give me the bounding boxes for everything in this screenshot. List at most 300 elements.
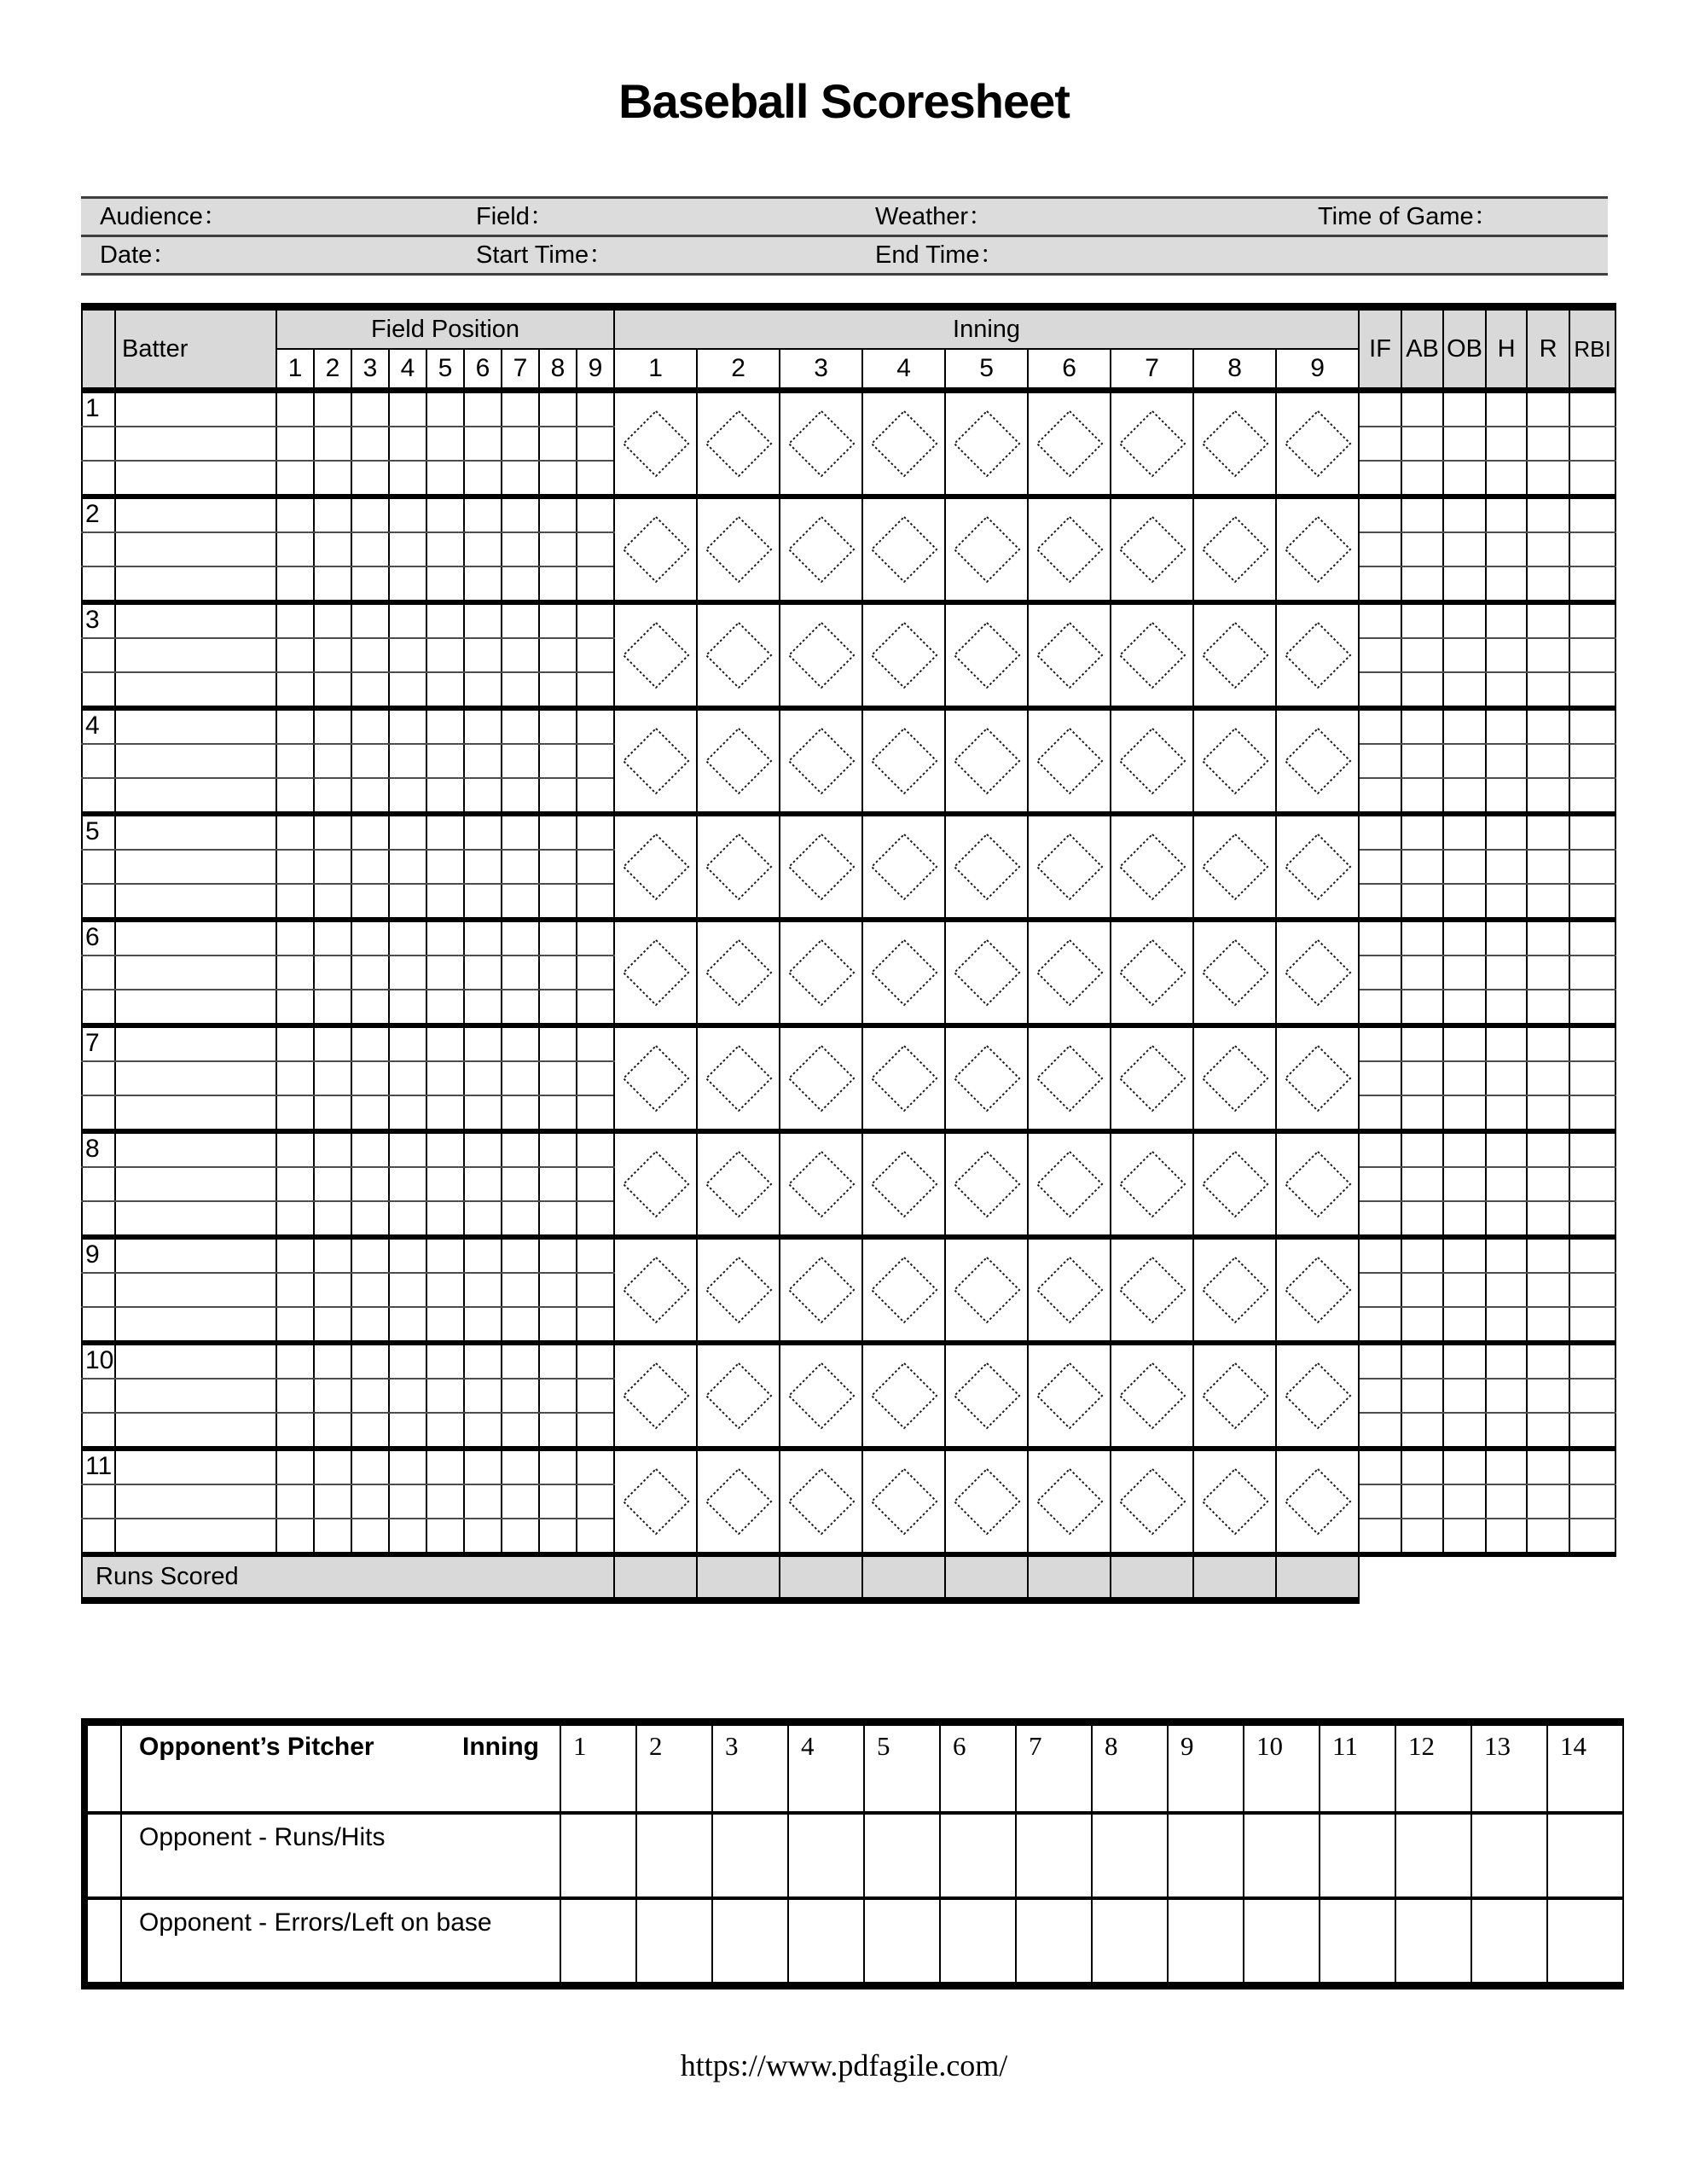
stat-cell[interactable] [1443,427,1486,461]
field-position-cell[interactable] [426,1201,464,1237]
field-position-cell[interactable] [426,1025,464,1061]
field-position-cell[interactable] [276,1273,314,1307]
field-position-cell[interactable] [351,566,389,602]
field-position-cell[interactable] [314,427,351,461]
field-position-cell[interactable] [276,708,314,744]
field-position-cell[interactable] [502,1201,539,1237]
field-position-cell[interactable] [351,884,389,920]
stat-cell[interactable] [1569,884,1615,920]
field-position-cell[interactable] [464,497,502,532]
field-position-cell[interactable] [351,1343,389,1379]
field-position-cell[interactable] [426,850,464,884]
stat-cell[interactable] [1359,427,1401,461]
inning-scoring-cell[interactable] [945,1449,1028,1554]
stat-cell[interactable] [1401,1025,1443,1061]
batter-name-cell[interactable] [115,1307,276,1343]
field-position-cell[interactable] [577,1201,614,1237]
inning-scoring-cell[interactable] [862,920,945,1025]
field-position-cell[interactable] [276,884,314,920]
info-row-2[interactable] [81,237,1608,276]
info-row-1[interactable] [81,199,1608,237]
stat-cell[interactable] [1359,1484,1401,1519]
stat-cell[interactable] [1401,1413,1443,1449]
field-position-cell[interactable] [539,1273,577,1307]
stat-cell[interactable] [1569,1484,1615,1519]
field-position-cell[interactable] [426,566,464,602]
inning-scoring-cell[interactable] [697,1131,780,1237]
field-position-cell[interactable] [539,1237,577,1273]
stat-cell[interactable] [1486,1413,1527,1449]
inning-scoring-cell[interactable] [1193,814,1276,920]
batter-name-cell[interactable] [115,672,276,708]
stat-cell[interactable] [1527,778,1569,814]
inning-scoring-cell[interactable] [1111,708,1193,814]
opponent-data-cell[interactable] [560,1813,636,1898]
field-position-cell[interactable] [502,1307,539,1343]
field-position-cell[interactable] [314,497,351,532]
field-position-cell[interactable] [577,1307,614,1343]
stat-cell[interactable] [1359,672,1401,708]
field-position-cell[interactable] [276,1343,314,1379]
stat-cell[interactable] [1527,814,1569,850]
stat-cell[interactable] [1443,1131,1486,1167]
batter-name-cell[interactable] [115,1095,276,1131]
stat-cell[interactable] [1569,1307,1615,1343]
stat-cell[interactable] [1443,638,1486,672]
stat-cell[interactable] [1569,1025,1615,1061]
stat-cell[interactable] [1359,1307,1401,1343]
field-position-cell[interactable] [389,850,426,884]
stat-cell[interactable] [1443,497,1486,532]
stat-cell[interactable] [1359,778,1401,814]
inning-scoring-cell[interactable] [1276,814,1359,920]
inning-scoring-cell[interactable] [697,1449,780,1554]
stat-cell[interactable] [1443,391,1486,427]
opponent-data-cell[interactable] [712,1813,788,1898]
stat-cell[interactable] [1527,1343,1569,1379]
inning-scoring-cell[interactable] [1111,1449,1193,1554]
inning-scoring-cell[interactable] [1276,391,1359,497]
field-position-cell[interactable] [539,708,577,744]
stat-cell[interactable] [1569,1413,1615,1449]
field-position-cell[interactable] [426,1379,464,1413]
field-position-cell[interactable] [389,1413,426,1449]
stat-cell[interactable] [1359,638,1401,672]
inning-scoring-cell[interactable] [697,497,780,602]
batter-name-cell[interactable] [115,566,276,602]
stat-cell[interactable] [1527,1449,1569,1484]
field-position-cell[interactable] [389,744,426,778]
field-position-cell[interactable] [276,1201,314,1237]
field-position-cell[interactable] [389,1061,426,1095]
stat-cell[interactable] [1401,497,1443,532]
stat-cell[interactable] [1486,708,1527,744]
stat-cell[interactable] [1527,497,1569,532]
field-position-cell[interactable] [276,814,314,850]
inning-scoring-cell[interactable] [1276,1237,1359,1343]
field-position-cell[interactable] [502,497,539,532]
stat-cell[interactable] [1569,708,1615,744]
opponent-data-cell[interactable] [1471,1813,1547,1898]
field-position-cell[interactable] [464,1095,502,1131]
field-position-cell[interactable] [351,1061,389,1095]
inning-scoring-cell[interactable] [862,391,945,497]
stat-cell[interactable] [1527,532,1569,566]
stat-cell[interactable] [1486,1167,1527,1201]
field-position-cell[interactable] [351,814,389,850]
field-position-cell[interactable] [276,778,314,814]
field-position-cell[interactable] [276,638,314,672]
inning-scoring-cell[interactable] [1111,1025,1193,1131]
inning-scoring-cell[interactable] [862,602,945,708]
field-position-cell[interactable] [502,956,539,990]
stat-cell[interactable] [1443,1519,1486,1554]
field-position-cell[interactable] [351,1201,389,1237]
field-position-cell[interactable] [502,778,539,814]
field-position-cell[interactable] [276,461,314,497]
field-position-cell[interactable] [389,1343,426,1379]
stat-cell[interactable] [1486,1379,1527,1413]
inning-scoring-cell[interactable] [862,814,945,920]
field-position-cell[interactable] [502,391,539,427]
field-position-cell[interactable] [276,1413,314,1449]
stat-cell[interactable] [1569,532,1615,566]
opponent-data-cell[interactable] [940,1813,1016,1898]
inning-scoring-cell[interactable] [1276,708,1359,814]
field-position-cell[interactable] [389,1307,426,1343]
field-position-cell[interactable] [426,920,464,956]
batter-name-cell[interactable] [115,920,276,956]
inning-scoring-cell[interactable] [614,1449,697,1554]
stat-cell[interactable] [1359,461,1401,497]
stat-cell[interactable] [1443,461,1486,497]
stat-cell[interactable] [1486,391,1527,427]
opponent-data-cell[interactable] [788,1898,864,1986]
batter-name-cell[interactable] [115,1201,276,1237]
stat-cell[interactable] [1527,602,1569,638]
stat-cell[interactable] [1486,920,1527,956]
opponent-data-cell[interactable] [560,1898,636,1986]
stat-cell[interactable] [1527,1201,1569,1237]
stat-cell[interactable] [1401,1449,1443,1484]
stat-cell[interactable] [1401,850,1443,884]
field-position-cell[interactable] [426,1095,464,1131]
field-position-cell[interactable] [539,1413,577,1449]
field-position-cell[interactable] [426,1237,464,1273]
stat-cell[interactable] [1569,778,1615,814]
stat-cell[interactable] [1359,1413,1401,1449]
field-position-cell[interactable] [464,708,502,744]
field-position-cell[interactable] [426,1413,464,1449]
inning-scoring-cell[interactable] [614,920,697,1025]
stat-cell[interactable] [1359,532,1401,566]
field-position-cell[interactable] [577,956,614,990]
runs-scored-cell[interactable] [697,1554,780,1600]
stat-cell[interactable] [1401,778,1443,814]
stat-cell[interactable] [1486,814,1527,850]
opponent-data-cell[interactable] [1320,1813,1395,1898]
field-position-cell[interactable] [389,1379,426,1413]
inning-scoring-cell[interactable] [614,497,697,602]
field-position-cell[interactable] [502,1449,539,1484]
stat-cell[interactable] [1401,532,1443,566]
field-position-cell[interactable] [577,920,614,956]
field-position-cell[interactable] [426,461,464,497]
stat-cell[interactable] [1527,708,1569,744]
stat-cell[interactable] [1569,391,1615,427]
inning-scoring-cell[interactable] [1111,920,1193,1025]
opponent-data-cell[interactable] [1395,1813,1471,1898]
inning-scoring-cell[interactable] [1193,1237,1276,1343]
field-position-cell[interactable] [314,708,351,744]
field-position-cell[interactable] [314,744,351,778]
stat-cell[interactable] [1486,1095,1527,1131]
stat-cell[interactable] [1443,1025,1486,1061]
inning-scoring-cell[interactable] [614,1343,697,1449]
stat-cell[interactable] [1569,1201,1615,1237]
field-position-cell[interactable] [577,461,614,497]
stat-cell[interactable] [1401,602,1443,638]
stat-cell[interactable] [1359,1449,1401,1484]
field-position-cell[interactable] [577,1237,614,1273]
field-position-cell[interactable] [502,1061,539,1095]
opponent-data-cell[interactable] [940,1898,1016,1986]
stat-cell[interactable] [1486,1061,1527,1095]
field-position-cell[interactable] [577,1449,614,1484]
field-position-cell[interactable] [351,1307,389,1343]
stat-cell[interactable] [1443,602,1486,638]
field-position-cell[interactable] [464,1131,502,1167]
field-position-cell[interactable] [276,1449,314,1484]
stat-cell[interactable] [1401,566,1443,602]
field-position-cell[interactable] [276,427,314,461]
stat-cell[interactable] [1359,956,1401,990]
stat-cell[interactable] [1359,1095,1401,1131]
field-position-cell[interactable] [276,1061,314,1095]
field-position-cell[interactable] [577,672,614,708]
field-position-cell[interactable] [464,566,502,602]
field-position-cell[interactable] [577,1343,614,1379]
batter-name-cell[interactable] [115,850,276,884]
inning-scoring-cell[interactable] [862,1025,945,1131]
field-position-cell[interactable] [314,814,351,850]
stat-cell[interactable] [1443,532,1486,566]
field-position-cell[interactable] [539,461,577,497]
field-position-cell[interactable] [276,1167,314,1201]
field-position-cell[interactable] [276,1025,314,1061]
stat-cell[interactable] [1527,744,1569,778]
inning-scoring-cell[interactable] [697,391,780,497]
stat-cell[interactable] [1443,778,1486,814]
inning-scoring-cell[interactable] [1111,814,1193,920]
field-position-cell[interactable] [577,566,614,602]
stat-cell[interactable] [1443,990,1486,1025]
field-position-cell[interactable] [577,1484,614,1519]
stat-cell[interactable] [1486,1201,1527,1237]
field-position-cell[interactable] [389,638,426,672]
field-position-cell[interactable] [539,1025,577,1061]
field-position-cell[interactable] [314,566,351,602]
field-position-cell[interactable] [502,850,539,884]
batter-name-cell[interactable] [115,638,276,672]
stat-cell[interactable] [1486,1131,1527,1167]
field-position-cell[interactable] [276,672,314,708]
field-position-cell[interactable] [502,427,539,461]
stat-cell[interactable] [1527,1025,1569,1061]
inning-scoring-cell[interactable] [1193,1343,1276,1449]
stat-cell[interactable] [1401,708,1443,744]
field-position-cell[interactable] [314,778,351,814]
field-position-cell[interactable] [464,1273,502,1307]
field-position-cell[interactable] [577,990,614,1025]
stat-cell[interactable] [1486,1484,1527,1519]
field-position-cell[interactable] [502,1484,539,1519]
stat-cell[interactable] [1486,1273,1527,1307]
field-position-cell[interactable] [276,1307,314,1343]
field-position-cell[interactable] [464,1413,502,1449]
field-position-cell[interactable] [351,1273,389,1307]
stat-cell[interactable] [1443,1343,1486,1379]
field-position-cell[interactable] [464,638,502,672]
field-position-cell[interactable] [577,602,614,638]
stat-cell[interactable] [1527,884,1569,920]
stat-cell[interactable] [1486,566,1527,602]
runs-scored-cell[interactable] [945,1554,1028,1600]
opponent-data-cell[interactable] [1320,1898,1395,1986]
field-position-cell[interactable] [426,814,464,850]
batter-name-cell[interactable] [115,1131,276,1167]
stat-cell[interactable] [1486,1449,1527,1484]
batter-name-cell[interactable] [115,391,276,427]
field-position-cell[interactable] [502,1237,539,1273]
stat-cell[interactable] [1401,1131,1443,1167]
stat-cell[interactable] [1486,638,1527,672]
field-position-cell[interactable] [426,1273,464,1307]
field-position-cell[interactable] [464,1519,502,1554]
stat-cell[interactable] [1443,744,1486,778]
field-position-cell[interactable] [389,956,426,990]
inning-scoring-cell[interactable] [1028,1025,1111,1131]
runs-scored-cell[interactable] [1028,1554,1111,1600]
field-position-cell[interactable] [502,566,539,602]
stat-cell[interactable] [1401,1307,1443,1343]
inning-scoring-cell[interactable] [614,1025,697,1131]
batter-name-cell[interactable] [115,461,276,497]
stat-cell[interactable] [1527,956,1569,990]
runs-scored-cell[interactable] [1193,1554,1276,1600]
stat-cell[interactable] [1359,1025,1401,1061]
field-position-cell[interactable] [351,1519,389,1554]
inning-scoring-cell[interactable] [697,1343,780,1449]
batter-name-cell[interactable] [115,1025,276,1061]
field-position-cell[interactable] [276,532,314,566]
field-position-cell[interactable] [539,391,577,427]
field-position-cell[interactable] [502,1343,539,1379]
batter-name-cell[interactable] [115,1237,276,1273]
field-position-cell[interactable] [276,956,314,990]
stat-cell[interactable] [1443,814,1486,850]
stat-cell[interactable] [1569,1095,1615,1131]
field-position-cell[interactable] [539,1095,577,1131]
batter-name-cell[interactable] [115,1061,276,1095]
stat-cell[interactable] [1569,1343,1615,1379]
opponent-data-cell[interactable] [636,1898,712,1986]
field-position-cell[interactable] [577,1167,614,1201]
inning-scoring-cell[interactable] [780,1343,862,1449]
inning-scoring-cell[interactable] [614,1131,697,1237]
stat-cell[interactable] [1486,427,1527,461]
stat-cell[interactable] [1569,1273,1615,1307]
inning-scoring-cell[interactable] [1028,391,1111,497]
field-position-cell[interactable] [539,532,577,566]
field-position-cell[interactable] [314,1131,351,1167]
field-position-cell[interactable] [539,1061,577,1095]
field-position-cell[interactable] [351,1449,389,1484]
field-position-cell[interactable] [314,850,351,884]
stat-cell[interactable] [1527,1061,1569,1095]
footer-link[interactable]: https://www.pdfagile.com/ [680,2048,1008,2082]
stat-cell[interactable] [1569,990,1615,1025]
field-position-cell[interactable] [464,1167,502,1201]
stat-cell[interactable] [1486,1307,1527,1343]
inning-scoring-cell[interactable] [945,708,1028,814]
stat-cell[interactable] [1359,850,1401,884]
field-position-cell[interactable] [426,1484,464,1519]
field-position-cell[interactable] [351,532,389,566]
field-position-cell[interactable] [276,1379,314,1413]
field-position-cell[interactable] [389,1167,426,1201]
field-position-cell[interactable] [314,990,351,1025]
stat-cell[interactable] [1569,497,1615,532]
field-position-cell[interactable] [539,920,577,956]
field-position-cell[interactable] [502,708,539,744]
batter-name-cell[interactable] [115,744,276,778]
field-position-cell[interactable] [351,427,389,461]
inning-scoring-cell[interactable] [862,497,945,602]
inning-scoring-cell[interactable] [1028,920,1111,1025]
field-position-cell[interactable] [426,1167,464,1201]
field-position-cell[interactable] [351,602,389,638]
field-position-cell[interactable] [464,778,502,814]
inning-scoring-cell[interactable] [1276,1131,1359,1237]
field-position-cell[interactable] [426,1449,464,1484]
stat-cell[interactable] [1359,497,1401,532]
field-position-cell[interactable] [502,920,539,956]
inning-scoring-cell[interactable] [1111,1131,1193,1237]
field-position-cell[interactable] [539,638,577,672]
stat-cell[interactable] [1486,1519,1527,1554]
field-position-cell[interactable] [351,1237,389,1273]
inning-scoring-cell[interactable] [780,602,862,708]
batter-name-cell[interactable] [115,1449,276,1484]
stat-cell[interactable] [1527,1237,1569,1273]
field-position-cell[interactable] [351,1379,389,1413]
field-position-cell[interactable] [351,990,389,1025]
field-position-cell[interactable] [539,1201,577,1237]
opponent-data-cell[interactable] [1244,1898,1320,1986]
field-position-cell[interactable] [351,708,389,744]
field-position-cell[interactable] [539,602,577,638]
field-position-cell[interactable] [464,920,502,956]
stat-cell[interactable] [1569,672,1615,708]
opponent-data-cell[interactable] [864,1898,940,1986]
field-position-cell[interactable] [502,1413,539,1449]
field-position-cell[interactable] [539,884,577,920]
inning-scoring-cell[interactable] [1193,1025,1276,1131]
stat-cell[interactable] [1443,672,1486,708]
field-position-cell[interactable] [276,1484,314,1519]
field-position-cell[interactable] [464,532,502,566]
